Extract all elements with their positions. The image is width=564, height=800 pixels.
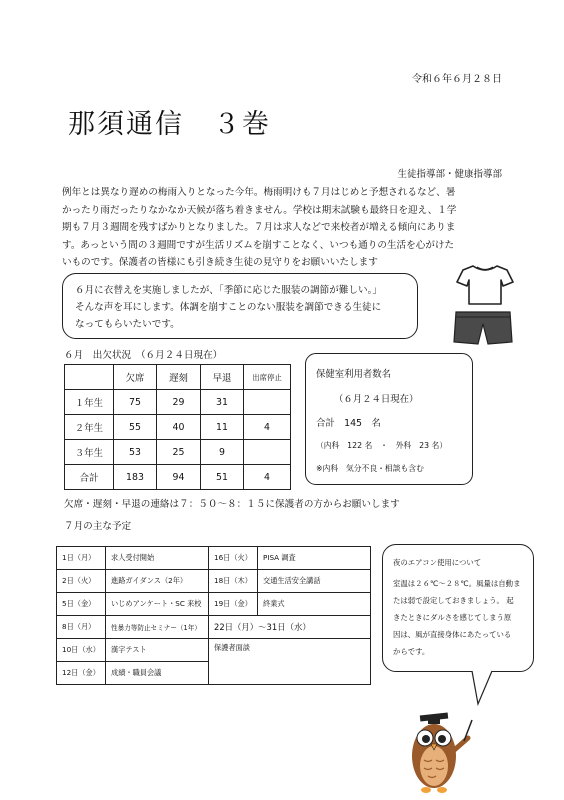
schedule-row — [57, 570, 371, 593]
schedule-date: 10日（水） — [57, 639, 106, 662]
attendance-row — [65, 440, 291, 465]
contact-note: 欠席・遅刻・早退の連絡は７：５０～８：１５に保護者の方からお願いします — [64, 499, 400, 510]
schedule-row — [57, 616, 371, 639]
attendance-cell: 53 — [114, 440, 157, 465]
health-room-breakdown: （内科 122 名 ・ 外科 23 名） — [316, 441, 448, 450]
page-title: 那須通信 ３巻 — [68, 109, 271, 140]
intro-line: す。あっという間の３週間ですが生活リズムを崩すことなく、いつも通りの生活を心がけた — [62, 239, 455, 251]
attendance-cell: 29 — [157, 390, 201, 415]
aircon-callout — [382, 544, 534, 672]
schedule-table — [56, 546, 371, 685]
schedule-event: 進路ガイダンス（2年） — [106, 570, 209, 593]
schedule-date-range: 22日（月）～31日（水） — [209, 616, 371, 639]
schedule-date: 2日（火） — [57, 570, 106, 593]
attendance-header-cell: 欠席 — [114, 365, 157, 390]
attendance-header-cell: 遅刻 — [157, 365, 201, 390]
attendance-cell: 51 — [201, 465, 244, 490]
attendance-cell: １年生 — [65, 390, 114, 415]
schedule-date: 16日（火） — [209, 547, 258, 570]
schedule-date: 8日（月） — [57, 616, 106, 639]
schedule-date: 5日（金） — [57, 593, 106, 616]
schedule-row — [57, 593, 371, 616]
attendance-cell: 4 — [244, 415, 291, 440]
callout-tail — [470, 670, 496, 706]
attendance-cell: 40 — [157, 415, 201, 440]
attendance-cell: 25 — [157, 440, 201, 465]
clothing-note-line: そんな声を耳にします。体調を崩すことのない服装を調節できる生徒に — [75, 302, 382, 313]
schedule-heading: ７月の主な予定 — [64, 521, 132, 532]
aircon-line: からです。 — [393, 647, 430, 656]
attendance-cell: 31 — [201, 390, 244, 415]
attendance-row — [65, 415, 291, 440]
health-room-total: 合計 145 名 — [316, 418, 381, 429]
attendance-cell: 75 — [114, 390, 157, 415]
attendance-row — [65, 390, 291, 415]
attendance-cell: 55 — [114, 415, 157, 440]
schedule-event: 交通生活安全講話 — [258, 570, 371, 593]
schedule-event: 漢字テスト — [106, 639, 209, 662]
schedule-event: PISA 調査 — [258, 547, 371, 570]
clothing-note-line: なってもらいたいです。 — [75, 319, 180, 330]
aircon-line: きたときにダルさを感じてしまう原 — [393, 613, 512, 622]
attendance-cell — [244, 440, 291, 465]
intro-line: かったり雨だったりなかなか天候が落ち着きません。学校は期末試験も最終日を迎え、１学 — [62, 204, 457, 216]
attendance-cell: 合計 — [65, 465, 114, 490]
intro-paragraph — [62, 184, 502, 272]
attendance-cell: ３年生 — [65, 440, 114, 465]
health-room-note: ※内科 気分不良・相談も含む — [316, 464, 424, 473]
attendance-cell: ２年生 — [65, 415, 114, 440]
schedule-event: 終業式 — [258, 593, 371, 616]
intro-line: いものです。保護者の皆様にも引き続き生徒の見守りをお願いいたします — [62, 257, 378, 269]
attendance-cell — [244, 390, 291, 415]
attendance-header-row — [65, 365, 291, 390]
shorts-icon — [452, 310, 514, 346]
schedule-row — [57, 547, 371, 570]
intro-line: 例年とは異なり遅めの梅雨入りとなった今年。梅雨明けも７月はじめと予想されるなど、暑 — [62, 187, 456, 198]
attendance-cell: 94 — [157, 465, 201, 490]
clothing-note-box — [62, 273, 418, 339]
attendance-table — [64, 364, 291, 490]
aircon-line: 因は、風が直接身体にあたっている — [393, 630, 512, 639]
owl-teacher-icon — [408, 712, 474, 796]
issue-date: 令和６年６月２８日 — [412, 74, 502, 85]
attendance-header-cell — [65, 365, 114, 390]
attendance-header-cell: 早退 — [201, 365, 244, 390]
intro-line: 期も７月３週間を残すばかりとなりました。７月は求人などで来校者が増える傾向にありま — [62, 222, 456, 234]
schedule-date: 12日（金） — [57, 662, 106, 685]
attendance-cell: 4 — [244, 465, 291, 490]
attendance-cell: 183 — [114, 465, 157, 490]
schedule-event: 成績・職員会議 — [106, 662, 209, 685]
schedule-event: 性暴力等防止セミナー（1年） — [106, 616, 209, 639]
schedule-date: 18日（木） — [209, 570, 258, 593]
aircon-line: 室温は２６℃～２８℃。風量は自動ま — [393, 579, 521, 588]
aircon-line: たは弱で設定しておきましょう。 起 — [393, 596, 514, 605]
schedule-event: 求人受付開始 — [106, 547, 209, 570]
health-room-box — [305, 353, 473, 485]
clothing-note-line: ６月に衣替えを実施しましたが、「季節に応じた服装の調節が難しい。」 — [75, 285, 382, 296]
schedule-date: 19日（金） — [209, 593, 258, 616]
schedule-row — [57, 639, 371, 662]
department-label: 生徒指導部・健康指導部 — [397, 169, 502, 180]
tshirt-icon — [455, 262, 515, 306]
attendance-heading: ６月 出欠状況 （６月２４日現在） — [64, 350, 223, 361]
schedule-merged-event: 保護者面談 — [209, 639, 371, 685]
attendance-header-cell: 出席停止 — [244, 365, 291, 390]
attendance-row — [65, 465, 291, 490]
attendance-cell: 11 — [201, 415, 244, 440]
schedule-event: いじめアンケート・SC 来校 — [106, 593, 209, 616]
schedule-date: 1日（月） — [57, 547, 106, 570]
attendance-cell: 9 — [201, 440, 244, 465]
health-room-date: （６月２４日現在） — [334, 394, 419, 405]
health-room-title: 保健室利用者数名 — [316, 369, 392, 380]
aircon-title: 夜のエアコン使用について — [393, 558, 482, 567]
